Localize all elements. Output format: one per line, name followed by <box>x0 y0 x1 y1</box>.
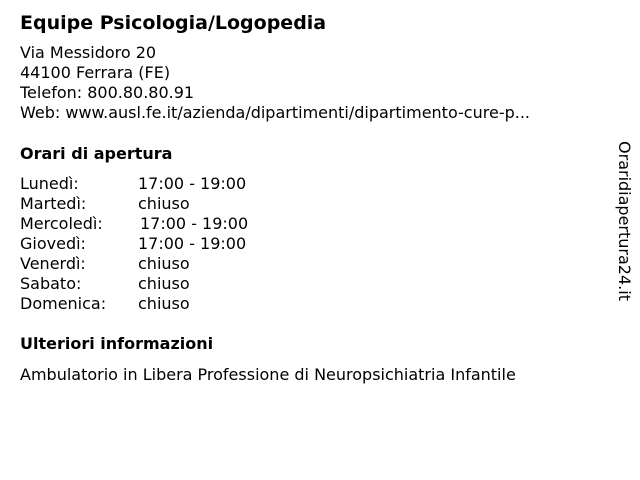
city-address: 44100 Ferrara (FE) <box>20 63 171 82</box>
hours-value: 17:00 - 19:00 <box>138 234 247 253</box>
day-label: Lunedì: <box>20 174 79 193</box>
hours-row-thursday <box>20 234 248 254</box>
address-block <box>20 43 530 123</box>
day-label: Sabato: <box>20 274 82 293</box>
hours-row-tuesday <box>20 194 248 214</box>
hours-row-wednesday <box>20 214 248 234</box>
website-link[interactable]: Web: www.ausl.fe.it/azienda/dipartimenti/dipartimento-cure-p... <box>20 103 530 122</box>
day-label: Domenica: <box>20 294 107 313</box>
hours-value: chiuso <box>138 294 190 313</box>
additional-info-heading: Ulteriori informazioni <box>20 334 214 353</box>
day-label: Martedì: <box>20 194 87 213</box>
site-watermark: Oraridiapertura24.it <box>615 141 634 301</box>
opening-hours-table <box>20 174 248 314</box>
hours-value: chiuso <box>138 194 190 213</box>
day-label: Venerdì: <box>20 254 86 273</box>
hours-value: 17:00 - 19:00 <box>138 174 247 193</box>
hours-row-friday <box>20 254 248 274</box>
additional-info-text: Ambulatorio in Libera Professione di Neuropsichiatria Infantile <box>20 365 516 384</box>
phone-number[interactable]: Telefon: 800.80.80.91 <box>20 83 195 102</box>
hours-value: 17:00 - 19:00 <box>140 214 249 233</box>
hours-row-saturday <box>20 274 248 294</box>
opening-hours-heading: Orari di apertura <box>20 144 173 163</box>
street-address: Via Messidoro 20 <box>20 43 157 62</box>
page-title: Equipe Psicologia/Logopedia <box>20 12 327 34</box>
hours-row-sunday <box>20 294 248 314</box>
hours-value: chiuso <box>138 254 190 273</box>
day-label: Mercoledì: <box>20 214 103 233</box>
hours-row-monday <box>20 174 248 194</box>
hours-value: chiuso <box>138 274 190 293</box>
day-label: Giovedì: <box>20 234 86 253</box>
